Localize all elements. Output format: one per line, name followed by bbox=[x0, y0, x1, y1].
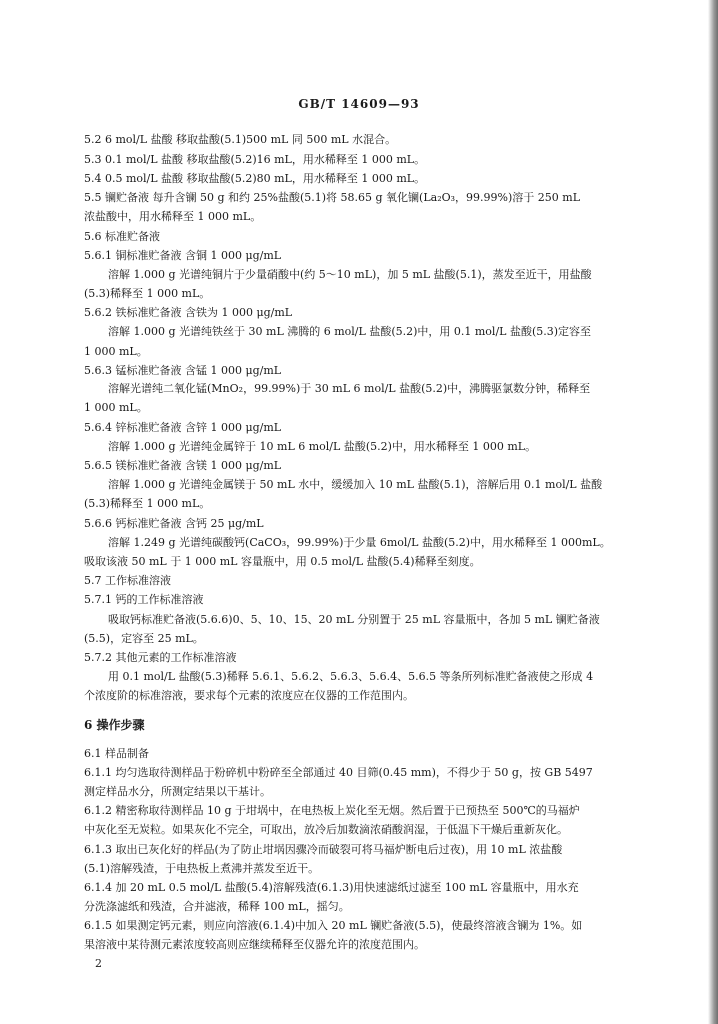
clause-5-7-heading: 5.7 工作标准溶液 bbox=[84, 574, 171, 587]
clause-5-6-6-heading: 5.6.6 钙标准贮备液 含钙 25 μg/mL bbox=[84, 517, 264, 530]
clause-5-7-1-heading: 5.7.1 钙的工作标准溶液 bbox=[84, 593, 204, 606]
clause-5-6-1-cont: (5.3)稀释至 1 000 mL。 bbox=[84, 287, 211, 300]
clause-5-6-3-cont: 1 000 mL。 bbox=[84, 401, 148, 414]
section-6-heading: 6 操作步骤 bbox=[84, 718, 145, 732]
clause-5-5-cont: 浓盐酸中，用水稀释至 1 000 mL。 bbox=[84, 210, 262, 223]
clause-5-6-1-heading: 5.6.1 铜标准贮备液 含铜 1 000 μg/mL bbox=[84, 249, 282, 262]
clause-6-1-3-cont: (5.1)溶解残渣，于电热板上煮沸并蒸发至近干。 bbox=[84, 862, 320, 875]
clause-5-6-1-text: 溶解 1.000 g 光谱纯铜片于少量硝酸中(约 5～10 mL)，加 5 mL 盐酸(5.1)，蒸发至近干，用盐酸 bbox=[108, 268, 592, 281]
clause-5-6-2-heading: 5.6.2 铁标准贮备液 含铁为 1 000 μg/mL bbox=[84, 306, 293, 319]
clause-6-1-5: 6.1.5 如果测定钙元素，则应向溶液(6.1.4)中加入 20 mL 镧贮备液(5.5)，使最终溶液含镧为 1%。如 bbox=[84, 919, 583, 932]
clause-6-1-1: 6.1.1 均匀选取待测样品于粉碎机中粉碎至全部通过 40 目筛(0.45 mm)，不得少于 50 g，按 GB 5497 bbox=[84, 766, 593, 779]
clause-5-7-1-text: 吸取钙标准贮备液(5.6.6)0、5、10、15、20 mL 分别置于 25 mL 容量瓶中，各加 5 mL 镧贮备液 bbox=[108, 613, 600, 626]
scan-edge bbox=[708, 0, 718, 1024]
clause-5-6-4-heading: 5.6.4 锌标准贮备液 含锌 1 000 μg/mL bbox=[84, 421, 282, 434]
clause-5-7-2-heading: 5.7.2 其他元素的工作标准溶液 bbox=[84, 651, 237, 664]
clause-6-1-2-cont: 中灰化至无炭粒。如果灰化不完全，可取出，放冷后加数滴浓硝酸润湿，于低温下干燥后重新灰化。 bbox=[84, 823, 568, 836]
clause-5-6-3-heading: 5.6.3 锰标准贮备液 含锰 1 000 μg/mL bbox=[84, 364, 282, 377]
clause-5-6-2-text: 溶解 1.000 g 光谱纯铁丝于 30 mL 沸腾的 6 mol/L 盐酸(5.2)中，用 0.1 mol/L 盐酸(5.3)定容至 bbox=[108, 325, 592, 338]
clause-6-1-4-cont: 分洗涤滤纸和残渣，合并滤液，稀释 100 mL，摇匀。 bbox=[84, 900, 350, 913]
clause-6-1-5-cont: 果溶液中某待测元素浓度较高则应继续稀释至仪器允许的浓度范围内。 bbox=[84, 938, 425, 951]
clause-5-6-heading: 5.6 标准贮备液 bbox=[84, 230, 160, 243]
clause-5-4: 5.4 0.5 mol/L 盐酸 移取盐酸(5.2)80 mL，用水稀释至 1 000 mL。 bbox=[84, 172, 426, 185]
clause-5-7-2-text: 用 0.1 mol/L 盐酸(5.3)稀释 5.6.1、5.6.2、5.6.3、5.6.4、5.6.5 等条所列标准贮备液使之形成 4 bbox=[108, 670, 594, 683]
clause-6-1-1-cont: 测定样品水分，所测定结果以干基计。 bbox=[84, 785, 271, 798]
clause-5-6-4-text: 溶解 1.000 g 光谱纯金属锌于 10 mL 6 mol/L 盐酸(5.2)中，用水稀释至 1 000 mL。 bbox=[108, 440, 537, 453]
clause-5-6-5-heading: 5.6.5 镁标准贮备液 含镁 1 000 μg/mL bbox=[84, 459, 282, 472]
clause-6-1-3: 6.1.3 取出已灰化好的样品(为了防止坩埚因骤冷而破裂可将马福炉断电后过夜)，用 10 mL 浓盐酸 bbox=[84, 843, 563, 856]
clause-5-6-6-text: 溶解 1.249 g 光谱纯碳酸钙(CaCO₃，99.99%)于少量 6mol/L 盐酸(5.2)中，用水稀释至 1 000mL。 bbox=[108, 536, 611, 549]
clause-6-1-2: 6.1.2 精密称取待测样品 10 g 于坩埚中，在电热板上炭化至无烟。然后置于已预热至 500℃的马福炉 bbox=[84, 804, 580, 817]
clause-5-6-5-cont: (5.3)稀释至 1 000 mL。 bbox=[84, 497, 211, 510]
clause-5-7-1-cont: (5.5)，定容至 25 mL。 bbox=[84, 632, 204, 645]
page-number: 2 bbox=[95, 957, 102, 970]
clause-5-6-2-cont: 1 000 mL。 bbox=[84, 345, 148, 358]
clause-5-7-2-cont: 个浓度阶的标准溶液，要求每个元素的浓度应在仪器的工作范围内。 bbox=[84, 689, 414, 702]
clause-5-6-5-text: 溶解 1.000 g 光谱纯金属镁于 50 mL 水中，缓缓加入 10 mL 盐酸(5.1)，溶解后用 0.1 mol/L 盐酸 bbox=[108, 478, 603, 491]
clause-5-6-3-text: 溶解光谱纯二氧化锰(MnO₂，99.99%)于 30 mL 6 mol/L 盐酸(5.2)中，沸腾驱氯数分钟，稀释至 bbox=[108, 382, 591, 395]
clause-5-6-6-cont: 吸取该液 50 mL 于 1 000 mL 容量瓶中，用 0.5 mol/L 盐酸(5.4)稀释至刻度。 bbox=[84, 555, 481, 568]
clause-5-5: 5.5 镧贮备液 每升含镧 50 g 和约 25%盐酸(5.1)将 58.65 g 氧化镧(La₂O₃，99.99%)溶于 250 mL bbox=[84, 191, 581, 204]
clause-6-1-4: 6.1.4 加 20 mL 0.5 mol/L 盐酸(5.4)溶解残渣(6.1.3)用快速滤纸过滤至 100 mL 容量瓶中，用水充 bbox=[84, 881, 579, 894]
clause-5-3: 5.3 0.1 mol/L 盐酸 移取盐酸(5.2)16 mL，用水稀释至 1 000 mL。 bbox=[84, 153, 426, 166]
clause-6-1-heading: 6.1 样品制备 bbox=[84, 747, 149, 760]
page-header-standard-code: GB/T 14609—93 bbox=[298, 97, 420, 111]
clause-5-2: 5.2 6 mol/L 盐酸 移取盐酸(5.1)500 mL 同 500 mL 水混合。 bbox=[84, 133, 397, 146]
